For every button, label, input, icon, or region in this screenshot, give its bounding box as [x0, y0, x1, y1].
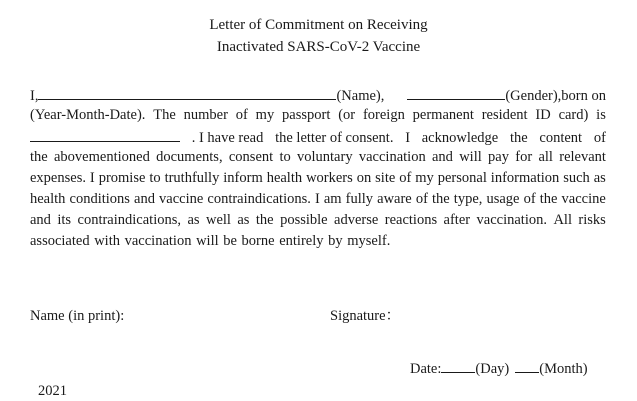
- year-text: 2021: [38, 383, 67, 399]
- body-line-6: [30, 189, 606, 209]
- gender-field-segment: [407, 84, 606, 106]
- body-word: vaccination: [358, 149, 426, 165]
- body-word: documents,: [156, 149, 223, 165]
- body-word: I: [405, 130, 411, 146]
- body-word: I: [89, 170, 95, 186]
- body-word: I: [314, 191, 320, 207]
- body-word: as: [237, 212, 250, 228]
- body-word: health: [30, 191, 66, 207]
- body-word: the: [509, 130, 528, 146]
- body-word: the: [30, 149, 48, 165]
- body-word: vaccine: [561, 191, 606, 207]
- body-word: acknowledge: [421, 130, 499, 146]
- body-word: . I have read: [191, 130, 264, 146]
- body-line-3: [30, 126, 606, 146]
- body-word: of: [415, 191, 428, 207]
- name-in-print-label: Name (in print):: [30, 308, 125, 324]
- body-word: and: [431, 149, 453, 165]
- passport-number-blank[interactable]: [30, 126, 180, 142]
- body-word: well: [205, 212, 231, 228]
- body-word: personal: [437, 170, 487, 186]
- body-word: the: [432, 191, 450, 207]
- body-word: expenses.: [30, 170, 86, 186]
- body-word: such: [563, 170, 590, 186]
- body-word: the: [539, 191, 558, 207]
- signature-label: Signature：: [330, 308, 401, 324]
- body-line-1: [30, 84, 606, 104]
- body-word: card): [558, 107, 589, 123]
- body-word: information: [490, 170, 560, 186]
- body-word: type,: [453, 191, 483, 207]
- body-word: conditions: [69, 191, 130, 207]
- body-word: vaccine: [159, 191, 204, 207]
- body-line-2: [30, 105, 606, 125]
- body-word: inform: [223, 170, 263, 186]
- body-word: of: [593, 130, 606, 146]
- body-word: my: [415, 170, 434, 186]
- body-word: contraindications.: [207, 191, 311, 207]
- body-word: truthfully: [164, 170, 220, 186]
- body-word: to: [279, 149, 291, 165]
- date-label: Date:: [410, 361, 442, 377]
- name-blank[interactable]: [38, 84, 336, 100]
- body-word: foreign: [362, 107, 405, 123]
- body-word: contraindications,: [77, 212, 181, 228]
- body-word: site: [375, 170, 396, 186]
- body-word: and: [30, 212, 51, 228]
- body-line-5: [30, 168, 606, 188]
- body-word: All: [553, 212, 572, 228]
- body-word: all: [538, 149, 553, 165]
- letter-title-line-1: Letter of Commitment on Receiving: [209, 17, 428, 33]
- body-word: content: [539, 130, 583, 146]
- letter-title-line-2: Inactivated SARS-CoV-2 Vaccine: [216, 39, 421, 55]
- body-word: consent: [228, 149, 274, 165]
- body-word: aware: [377, 191, 412, 207]
- body-word: abovementioned: [54, 149, 150, 165]
- body-word: will: [459, 149, 482, 165]
- body-word: (or: [338, 107, 356, 123]
- body-word: the letter of consent.: [275, 130, 394, 146]
- body-word: as: [593, 170, 606, 186]
- intro-prefix: I,: [30, 88, 39, 104]
- day-blank[interactable]: [441, 357, 475, 373]
- body-word: The: [153, 107, 176, 123]
- body-line-7: [30, 210, 606, 230]
- body-word: relevant: [559, 149, 606, 165]
- date-row: [410, 357, 588, 379]
- body-word: number: [183, 107, 228, 123]
- body-word: the: [255, 212, 274, 228]
- gender-blank[interactable]: [407, 84, 505, 100]
- body-word: of: [235, 107, 248, 123]
- body-word: vaccination.: [476, 212, 547, 228]
- month-label: (Month): [539, 361, 588, 377]
- body-word: adverse: [334, 212, 379, 228]
- body-line-4: [30, 147, 606, 167]
- body-word: (Year-Month-Date).: [30, 107, 146, 123]
- body-word: fully: [345, 191, 374, 207]
- body-word: is: [596, 107, 606, 123]
- body-word: am: [323, 191, 342, 207]
- body-word: for: [515, 149, 533, 165]
- body-word: its: [57, 212, 72, 228]
- name-field-segment: [30, 84, 384, 106]
- body-word: voluntary: [297, 149, 353, 165]
- body-word: workers: [306, 170, 353, 186]
- body-word: of: [523, 191, 536, 207]
- body-word: of: [399, 170, 412, 186]
- body-word: ID: [535, 107, 551, 123]
- body-word: and: [134, 191, 155, 207]
- gender-label: (Gender),born on: [505, 88, 606, 104]
- name-label: (Name),: [336, 88, 385, 104]
- body-line-8: associated with vaccination will be borne entirely by myself.: [30, 233, 391, 249]
- body-word: after: [443, 212, 471, 228]
- day-label: (Day): [475, 361, 510, 377]
- body-word: my: [255, 107, 275, 123]
- body-word: passport: [282, 107, 331, 123]
- body-word: possible: [280, 212, 328, 228]
- body-word: to: [149, 170, 161, 186]
- body-word: health: [266, 170, 303, 186]
- body-word: resident: [481, 107, 528, 123]
- body-word: permanent: [412, 107, 474, 123]
- body-word: on: [356, 170, 372, 186]
- body-word: reactions: [384, 212, 438, 228]
- body-word: promise: [98, 170, 146, 186]
- body-word: pay: [488, 149, 509, 165]
- body-word: usage: [486, 191, 520, 207]
- body-word: as: [187, 212, 200, 228]
- body-word: risks: [578, 212, 606, 228]
- month-blank[interactable]: [515, 357, 539, 373]
